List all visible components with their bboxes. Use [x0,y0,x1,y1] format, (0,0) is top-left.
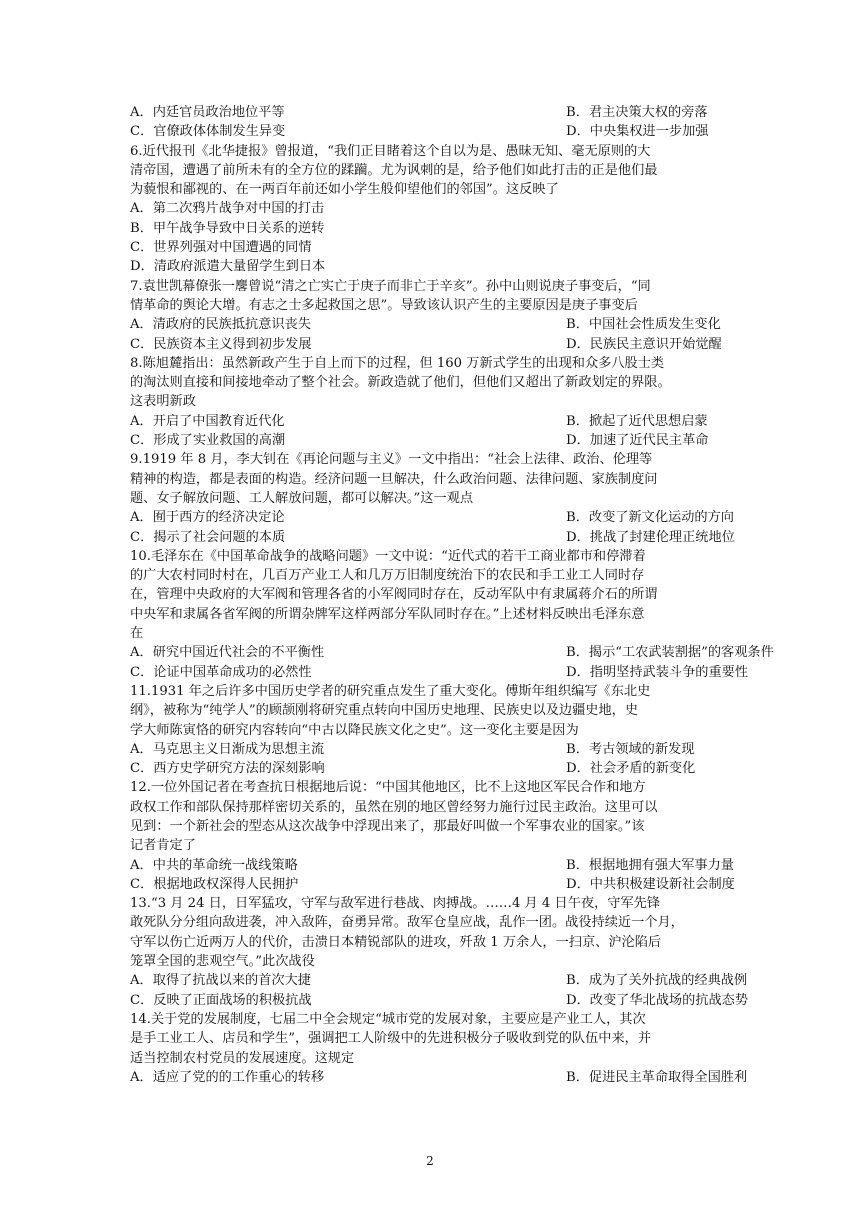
text-line: A．第二次鸦片战争对中国的打击 [130,201,325,217]
option-left: A．内廷官员政治地位平等 [130,105,285,120]
option-row [130,663,830,682]
option-row [130,1068,830,1087]
option-right: D．社会矛盾的新变化 [566,761,696,777]
option-right: D．民族民主意识开始觉醒 [566,336,722,352]
option-row [130,759,830,778]
option-row [130,315,830,334]
text-line: C．世界列强对中国遭遇的同情 [130,240,312,256]
option-row [130,528,830,547]
option-left: C．揭示了社会问题的本质 [130,529,286,545]
option-left: A．开启了中国教育近代化 [130,413,285,429]
text-line: 7.袁世凯幕僚张一麐曾说“清之亡实亡于庚子而非亡于辛亥”。孙中山则说庚子事变后，“同 [130,278,651,294]
option-row [130,643,830,662]
text-line: 学大师陈寅恪的研究内容转向“中古以降民族文化之史”。这一变化主要是因为 [130,722,579,738]
text-line: 题、女子解放问题、工人解放问题，都可以解决。”这一观点 [130,490,474,506]
option-right: B．促进民主革命取得全国胜利 [566,1069,748,1085]
option-left: C．反映了正面战场的积极抗战 [130,992,312,1008]
option-row [130,508,830,527]
option-left: A．取得了抗战以来的首次大捷 [130,973,311,989]
text-line: 9.1919 年 8 月，李大钊在《再论问题与主义》一文中指出：“社会上法律、政治、伦理等 [130,452,653,468]
option-row [130,740,830,759]
text-line: 清帝国，遭遇了前所未有的全方位的蹂躏。尤为讽刺的是，给予他们如此打击的正是他们最 [130,162,658,178]
option-left: A．囿于西方的经济决定论 [130,510,285,526]
option-row [130,103,830,122]
page-number: 2 [426,1154,434,1168]
option-right: D．中共积极建设新社会制度 [566,876,735,892]
option-right: B．揭示“工农武装割据”的客观条件 [566,645,774,661]
text-line: 8.陈旭麓指出：虽然新政产生于自上而下的过程，但 160 万新式学生的出现和众多八股士类 [130,355,665,371]
text-line: 6.近代报刊《北华捷报》曾报道，“我们正目睹着这个自以为是、愚昧无知、毫无原则的大 [130,143,651,159]
option-row [130,856,830,875]
text-line: 12.一位外国记者在考查抗日根据地后说：“中国其他地区，比不上这地区军民合作和地方 [130,780,646,796]
text-line: 是手工业工人、店员和学生”，强调把工人阶级中的先进积极分子吸收到党的队伍中来，并 [130,1031,652,1047]
option-right: B．掀起了近代思想启蒙 [566,413,708,429]
text-line: 11.1931 年之后许多中国历史学者的研究重点发生了重大变化。傅斯年组织编写《东北史 [130,683,651,699]
text-line: 记者肯定了 [130,838,196,854]
text-line: 精神的构造，都是表面的构造。经济问题一旦解决，什么政治问题、法律问题、家族制度问 [130,471,658,487]
option-left: C．官僚政体体制发生异变 [130,124,286,140]
text-line: 为藐恨和鄙视的、在一两百年前还如小学生般仰望他们的邻国”。这反映了 [130,182,559,198]
option-left: A．马克思主义日渐成为思想主流 [130,741,325,757]
option-row [130,431,830,450]
text-line: 中央军和隶属各省军阀的所谓杂牌军这样两部分军队同时存在。”上述材料反映出毛泽东意 [130,606,645,622]
option-row [130,971,830,990]
text-line: 这表明新政 [130,394,196,410]
option-left: C．根据地政权深得人民拥护 [130,876,299,892]
option-left: A．适应了党的的工作重心的转移 [130,1069,325,1085]
text-line: 13.“3 月 24 日，日军猛攻，守军与敌军进行巷战、肉搏战。……4 月 4 日午夜，守军先锋 [130,896,661,912]
option-row [130,875,830,894]
option-right: D．中央集权进一步加强 [566,124,709,140]
option-left: C．论证中国革命成功的必然性 [130,664,312,680]
text-line: 的淘汰则直接和间接地牵动了整个社会。新政造就了他们，但他们又超出了新政划定的界限。 [130,375,671,391]
option-right: D．挑战了封建伦理正统地位 [566,529,735,545]
option-right: D．改变了华北战场的抗战态势 [566,992,749,1008]
option-row [130,335,830,354]
text-line: 敢死队分分组向敌进袭，冲入敌阵，奋勇异常。敌军仓皇应战，乱作一团。战役持续近一个月， [130,915,684,931]
text-line: 14.关于党的发展制度，七届二中全会规定“城市党的发展对象，主要应是产业工人，其次 [130,1011,646,1027]
option-right: B．考古领域的新发现 [566,741,695,757]
text-line: D．清政府派遣大量留学生到日本 [130,259,326,275]
option-right: D．加速了近代民主革命 [566,433,709,449]
text-line: 见到：一个新社会的型态从这次战争中浮现出来了，那最好叫做一个军事农业的国家。”该 [130,818,645,834]
text-line: 适当控制农村党员的发展速度。这规定 [130,1050,355,1066]
option-right: B．君主决策大权的旁落 [566,105,708,120]
option-right: B．改变了新文化运动的方向 [566,510,734,526]
text-line: B．甲午战争导致中日关系的逆转 [130,220,325,236]
option-left: C．形成了实业救国的高潮 [130,433,286,449]
text-line: 笼罩全国的悲观空气。”此次战役 [130,954,315,970]
text-line: 的广大农村同时村在，几百万产业工人和几万万旧制度统治下的农民和手工业工人同时存 [130,568,645,584]
text-line: 10.毛泽东在《中国革命战争的战略问题》一文中说：“近代式的若干工商业都市和停滞着 [130,548,646,564]
option-row [130,412,830,431]
option-row [130,991,830,1010]
text-line: 纲》，被称为“纯学人”的顾颉刚将研究重点转向中国历史地理、民族史以及边疆史地，史 [130,703,639,719]
option-left: A．清政府的民族抵抗意识丧失 [130,317,311,333]
option-right: B．成为了关外抗战的经典战例 [566,973,748,989]
option-left: A．中共的革命统一战线策略 [130,857,298,873]
option-right: B．根据地拥有强大军事力量 [566,857,734,873]
text-line: 在 [130,626,144,642]
option-right: D．指明坚持武装斗争的重要性 [566,664,749,680]
text-line: 守军以伤亡近两万人的代价，击溃日本精锐部队的进攻，歼敌 1 万余人，一扫京、沪沦陷后 [130,934,662,950]
option-left: C．西方史学研究方法的深刻影响 [130,761,325,777]
text-line: 政权工作和部队保持那样密切关系的，虽然在别的地区曾经努力施行过民主政治。这里可以 [130,799,658,815]
option-row [130,122,830,141]
option-left: A．研究中国近代社会的不平衡性 [130,645,325,661]
text-line: 情革命的舆论大增。有志之士多起救国之思”。导致该认识产生的主要原因是庚子事变后 [130,297,638,313]
option-right: B．中国社会性质发生变化 [566,317,721,333]
text-line: 在，管理中央政府的大军阀和管理各省的小军阀同时存在，反动军队中有隶属蒋介石的所谓 [130,587,658,603]
question-content [130,103,830,1087]
option-left: C．民族资本主义得到初步发展 [130,336,312,352]
